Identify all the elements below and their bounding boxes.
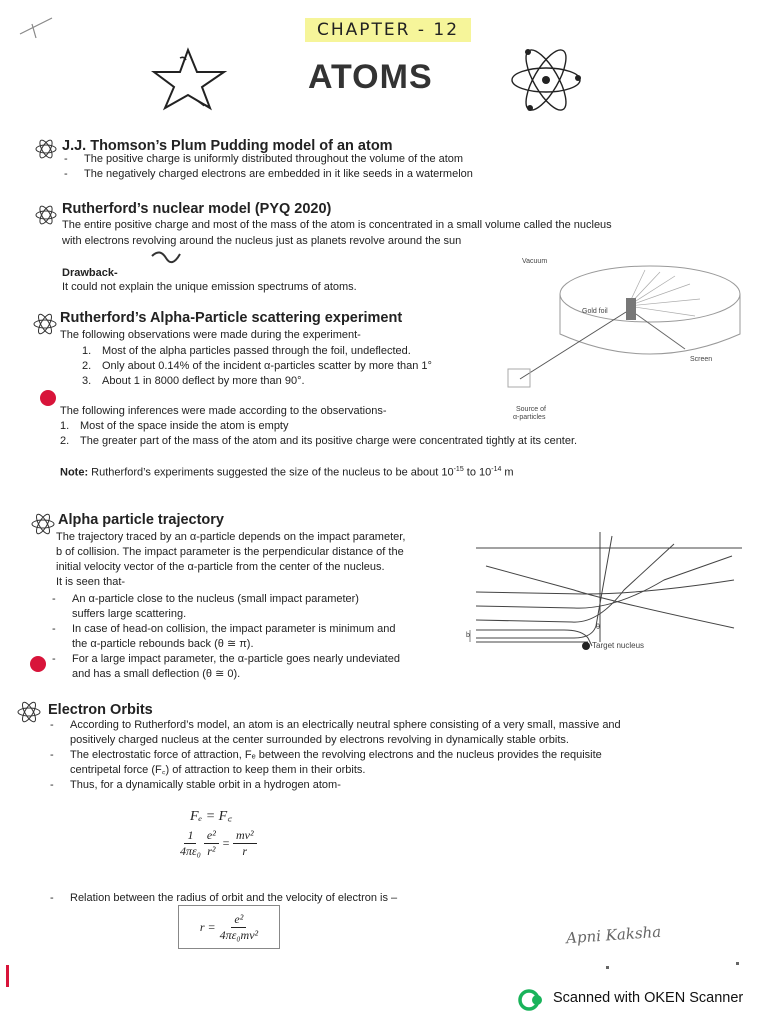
signature: Apni Kaksha — [565, 922, 662, 948]
relation-item: - Relation between the radius of orbit and the velocity of electron is – — [50, 892, 398, 904]
page-title: ATOMS — [308, 58, 433, 96]
eq-denominator: 4πε₀ — [180, 844, 201, 858]
list-item-text: About 1 in 8000 deflect by more than 90°. — [102, 375, 305, 387]
list-item-text: Relation between the radius of orbit and the velocity of electron is – — [70, 892, 398, 904]
paragraph-line: The trajectory traced by an α-particle depends on the impact parameter, — [56, 531, 406, 543]
list-item-text: According to Rutherford’s model, an atom is an electrically neutral sphere consisting of a very small, massive and — [70, 719, 621, 731]
list-item-text: The greater part of the mass of the atom and its positive charge were concentrated tightly at its center. — [80, 435, 578, 447]
trajectory-paragraph — [56, 530, 405, 590]
scribble-mark — [150, 246, 186, 268]
eq-lhs: r = — [199, 919, 216, 934]
trajectory-bullets — [52, 592, 400, 682]
fig-label-theta: θ — [596, 624, 600, 631]
list-item: - For a large impact parameter, the α-particle goes nearly undeviated and has a small deflection (θ ≅ 0). — [52, 653, 400, 680]
paragraph-line: initial velocity vector of the α-particle from the center of the nucleus. — [56, 561, 385, 573]
note-exp1: -15 — [453, 466, 464, 473]
orbits-heading: Electron Orbits — [48, 702, 153, 718]
list-item-text: An α-particle close to the nucleus (small impact parameter) — [72, 593, 359, 605]
list-item-text: For a large impact parameter, the α-particle goes nearly undeviated — [72, 653, 400, 665]
atom-doodle-icon — [506, 40, 586, 120]
rutherford-model-line2: with electrons revolving around the nucleus just as planets revolve around the sun — [62, 235, 462, 247]
observations-list — [82, 344, 432, 389]
red-edge-mark — [6, 965, 9, 987]
drawback-text: It could not explain the unique emission spectrums of atoms. — [62, 281, 357, 293]
inferences-list — [60, 419, 577, 449]
equation-coulomb-centripetal — [180, 828, 257, 859]
list-item-text: Most of the alpha particles passed through the foil, undeflected. — [102, 345, 411, 357]
eq-numerator: 1 — [184, 828, 196, 844]
orbits-bullets — [50, 718, 621, 793]
list-item-text: The electrostatic force of attraction, Fₑ between the revolving electrons and the nucleus provides the requisite — [70, 749, 602, 761]
note — [60, 462, 514, 481]
list-item: 3. About 1 in 8000 deflect by more than 90°. — [82, 375, 305, 387]
star-doodle-icon — [150, 46, 230, 112]
note-mid: to 10 — [463, 466, 492, 479]
scanner-watermark-text: Scanned with OKEN Scanner — [553, 990, 744, 1006]
list-item: 2. Only about 0.14% of the incident α-particles scatter by more than 1° — [82, 360, 432, 372]
chapter-label: CHAPTER - 12 — [305, 18, 471, 42]
fig-label-gold-foil: Gold foil — [582, 308, 608, 315]
list-item: - The positive charge is uniformly distributed throughout the volume of the atom — [64, 153, 464, 165]
eq-equals: = — [221, 836, 230, 850]
list-item-text: Most of the space inside the atom is empty — [80, 420, 289, 432]
list-item-text: suffers large scattering. — [72, 608, 187, 620]
list-item: - According to Rutherford’s model, an atom is an electrically neutral sphere consisting of a very small, massive and positively charged nucleus at the center surrounded by electrons revolving in dynamically stable orbits. — [50, 719, 621, 746]
list-item: - An α-particle close to the nucleus (small impact parameter) suffers large scattering. — [52, 593, 359, 620]
speck — [606, 966, 609, 969]
fig-label-screen: Screen — [690, 356, 713, 363]
list-item: 2. The greater part of the mass of the atom and its positive charge were concentrated tightly at its center. — [60, 435, 578, 447]
red-dot-marker — [40, 390, 56, 406]
atom-bullet-icon — [34, 138, 58, 160]
list-item: - Thus, for a dynamically stable orbit in a hydrogen atom- — [50, 779, 341, 791]
scattering-intro: The following observations were made during the experiment- — [60, 329, 361, 341]
thomson-heading: J.J. Thomson’s Plum Pudding model of an atom — [62, 138, 393, 154]
list-item: - In case of head-on collision, the impact parameter is minimum and the α-particle rebounds back (θ ≅ π). — [52, 623, 396, 650]
fig-label-source-2: α-particles — [513, 414, 546, 421]
fig-label-vacuum: Vacuum — [522, 258, 548, 265]
red-dot-marker — [30, 656, 46, 672]
rutherford-model-line1: The entire positive charge and most of the mass of the atom is concentrated in a small volume called the nucleus — [62, 219, 612, 231]
inference-intro: The following inferences were made according to the observations- — [60, 405, 387, 417]
eq-numerator: e² — [204, 828, 219, 844]
list-item-text: The positive charge is uniformly distributed throughout the volume of the atom — [84, 153, 464, 165]
list-item: 1. Most of the space inside the atom is empty — [60, 420, 289, 432]
paragraph-line: It is seen that- — [56, 576, 126, 588]
thomson-points — [64, 152, 473, 182]
fig-label-source: Source of — [516, 406, 546, 413]
eq-numerator: e² — [231, 912, 246, 928]
speck — [736, 962, 739, 965]
equation-force-balance: Fₑ = F꜀ — [190, 809, 233, 824]
note-end: m — [501, 466, 514, 479]
corner-mark — [18, 12, 58, 44]
oken-scanner-logo-icon — [518, 988, 546, 1012]
list-item-text: Thus, for a dynamically stable orbit in a hydrogen atom- — [70, 779, 341, 791]
list-item-text: In case of head-on collision, the impact parameter is minimum and — [72, 623, 396, 635]
list-item-text: The negatively charged electrons are embedded in it like seeds in a watermelon — [84, 168, 473, 180]
eq-numerator: mv² — [233, 828, 257, 844]
fig-label-target-nucleus: Target nucleus — [592, 641, 645, 650]
list-item-text: positively charged nucleus at the center surrounded by electrons revolving in dynamically stable orbits. — [70, 734, 569, 746]
eq-denominator: r² — [207, 844, 216, 858]
rutherford-model-heading: Rutherford’s nuclear model (PYQ 2020) — [62, 201, 332, 217]
equation-radius-box — [178, 905, 280, 949]
atom-bullet-icon — [16, 700, 42, 724]
list-item: 1. Most of the alpha particles passed through the foil, undeflected. — [82, 345, 411, 357]
fig-label-b: b — [466, 632, 470, 639]
scattering-heading: Rutherford’s Alpha-Particle scattering experiment — [60, 310, 403, 326]
list-item: - The negatively charged electrons are embedded in it like seeds in a watermelon — [64, 168, 473, 180]
note-exp2: -14 — [491, 466, 502, 473]
list-item: - The electrostatic force of attraction, Fₑ between the revolving electrons and the nucleus provides the requisite centripetal force (F꜀) of attraction to keep them in their orbits. — [50, 749, 602, 776]
eq-denominator: 4πε₀mv² — [219, 927, 259, 942]
trajectory-heading: Alpha particle trajectory — [58, 512, 224, 528]
list-item-text: and has a small deflection (θ ≅ 0). — [72, 668, 241, 680]
note-label: Note: — [60, 466, 89, 479]
eq-denominator: r — [242, 844, 248, 858]
atom-bullet-icon — [34, 204, 58, 226]
list-item-text: the α-particle rebounds back (θ ≅ π). — [72, 638, 254, 650]
note-text: Rutherford’s experiments suggested the size of the nucleus to be about 10 — [91, 466, 454, 479]
atom-bullet-icon — [32, 312, 58, 336]
list-item-text: Only about 0.14% of the incident α-particles scatter by more than 1° — [102, 360, 432, 372]
atom-bullet-icon — [30, 512, 56, 536]
paragraph-line: b of collision. The impact parameter is the perpendicular distance of the — [56, 546, 404, 558]
drawback-label: Drawback- — [62, 267, 118, 279]
list-item-text: centripetal force (F꜀) of attraction to keep them in their orbits. — [70, 764, 366, 776]
